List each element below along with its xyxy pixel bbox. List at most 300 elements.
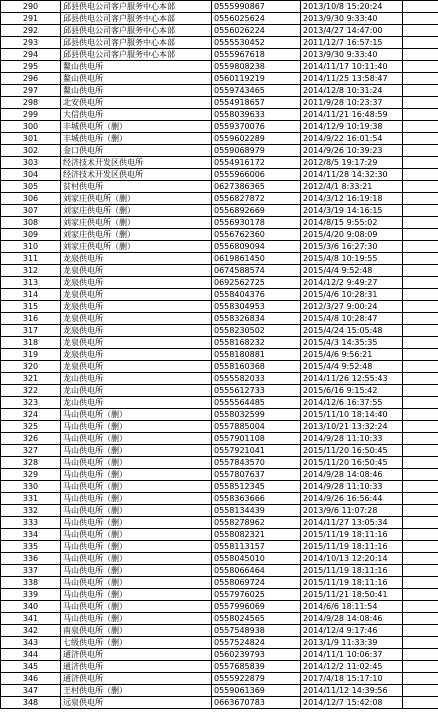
empty-cell	[403, 193, 438, 205]
table-row	[1, 301, 438, 313]
table-row	[1, 637, 438, 649]
account-number-cell: 0558069724	[212, 577, 301, 589]
row-number-cell: 307	[1, 205, 61, 217]
empty-cell	[403, 409, 438, 421]
table-row	[1, 385, 438, 397]
table-row	[1, 1, 438, 13]
empty-cell	[403, 529, 438, 541]
timestamp-cell: 2011/12/7 16:57:15	[301, 37, 403, 49]
table-row	[1, 361, 438, 373]
timestamp-cell: 2014/9/26 10:39:23	[301, 145, 403, 157]
timestamp-cell: 2012/4/1 8:33:21	[301, 181, 403, 193]
timestamp-cell: 2014/9/28 14:08:46	[301, 613, 403, 625]
account-number-cell: 0557524824	[212, 637, 301, 649]
timestamp-cell: 2014/11/26 12:55:43	[301, 373, 403, 385]
row-number-cell: 299	[1, 109, 61, 121]
table-row	[1, 517, 438, 529]
account-number-cell: 0558404376	[212, 289, 301, 301]
empty-cell	[403, 25, 438, 37]
station-name-cell: 龙泉供电所	[61, 349, 212, 361]
row-number-cell: 341	[1, 613, 61, 625]
account-number-cell: 0558160368	[212, 361, 301, 373]
station-name-cell: 马山供电所（删）	[61, 529, 212, 541]
timestamp-cell: 2015/11/19 18:11:16	[301, 541, 403, 553]
table-row	[1, 253, 438, 265]
account-number-cell: 0557548938	[212, 625, 301, 637]
timestamp-cell: 2015/4/24 15:05:48	[301, 325, 403, 337]
table-row	[1, 61, 438, 73]
table-row	[1, 565, 438, 577]
table-row	[1, 673, 438, 685]
empty-cell	[403, 565, 438, 577]
timestamp-cell: 2014/11/25 13:58:47	[301, 73, 403, 85]
table-row	[1, 133, 438, 145]
empty-cell	[403, 61, 438, 73]
timestamp-cell: 2013/10/21 13:32:24	[301, 421, 403, 433]
row-number-cell: 347	[1, 685, 61, 697]
timestamp-cell: 2015/3/6 16:27:30	[301, 241, 403, 253]
station-name-cell: 龙泉供电所	[61, 301, 212, 313]
timestamp-cell: 2012/3/27 9:00:24	[301, 301, 403, 313]
station-name-cell: 马山供电所（删）	[61, 589, 212, 601]
station-name-cell: 远泉供电所	[61, 697, 212, 709]
station-name-cell: 邱县供电公司客户服务中心本部	[61, 1, 212, 13]
station-name-cell: 通济供电所	[61, 649, 212, 661]
empty-cell	[403, 313, 438, 325]
timestamp-cell: 2015/4/6 9:56:21	[301, 349, 403, 361]
station-name-cell: 金口供电所	[61, 145, 212, 157]
row-number-cell: 297	[1, 85, 61, 97]
account-number-cell: 0559068979	[212, 145, 301, 157]
account-number-cell: 0556809094	[212, 241, 301, 253]
empty-cell	[403, 325, 438, 337]
station-name-cell: 马山供电所（删）	[61, 445, 212, 457]
account-number-cell: 0556827872	[212, 193, 301, 205]
row-number-cell: 311	[1, 253, 61, 265]
station-name-cell: 王村供电所（删）	[61, 685, 212, 697]
table-row	[1, 169, 438, 181]
table-row	[1, 373, 438, 385]
empty-cell	[403, 49, 438, 61]
account-number-cell: 0558304953	[212, 301, 301, 313]
timestamp-cell: 2015/4/8 10:28:47	[301, 313, 403, 325]
timestamp-cell: 2014/12/8 10:31:24	[301, 85, 403, 97]
account-number-cell: 0558134439	[212, 505, 301, 517]
row-number-cell: 315	[1, 301, 61, 313]
account-number-cell: 0554916172	[212, 157, 301, 169]
row-number-cell: 344	[1, 649, 61, 661]
station-name-cell: 龙泉供电所	[61, 325, 212, 337]
timestamp-cell: 2015/6/16 9:15:42	[301, 385, 403, 397]
row-number-cell: 290	[1, 1, 61, 13]
empty-cell	[403, 265, 438, 277]
station-name-cell: 龙泉供电所	[61, 361, 212, 373]
table-row	[1, 613, 438, 625]
timestamp-cell: 2015/4/4 9:52:48	[301, 265, 403, 277]
row-number-cell: 342	[1, 625, 61, 637]
table-row	[1, 241, 438, 253]
timestamp-cell: 2014/9/22 16:01:54	[301, 133, 403, 145]
timestamp-cell: 2015/4/3 14:35:35	[301, 337, 403, 349]
table-row	[1, 205, 438, 217]
station-name-cell: 鳌山供电所	[61, 61, 212, 73]
account-number-cell: 0557976025	[212, 589, 301, 601]
account-number-cell: 0558363666	[212, 493, 301, 505]
row-number-cell: 295	[1, 61, 61, 73]
table-row	[1, 121, 438, 133]
row-number-cell: 314	[1, 289, 61, 301]
account-number-cell: 0555922879	[212, 673, 301, 685]
timestamp-cell: 2013/9/30 9:33:40	[301, 49, 403, 61]
table-row	[1, 289, 438, 301]
station-name-cell: 龙泉供电所	[61, 313, 212, 325]
account-number-cell: 0556892669	[212, 205, 301, 217]
account-number-cell: 0558168232	[212, 337, 301, 349]
empty-cell	[403, 1, 438, 13]
station-name-cell: 经济技术开发区供电所	[61, 169, 212, 181]
row-number-cell: 294	[1, 49, 61, 61]
row-number-cell: 308	[1, 217, 61, 229]
empty-cell	[403, 229, 438, 241]
station-name-cell: 龙山供电所	[61, 397, 212, 409]
table-row	[1, 493, 438, 505]
table-row	[1, 349, 438, 361]
account-number-cell: 0555612733	[212, 385, 301, 397]
station-name-cell: 北安供电所	[61, 97, 212, 109]
row-number-cell: 292	[1, 25, 61, 37]
empty-cell	[403, 37, 438, 49]
empty-cell	[403, 337, 438, 349]
table-row	[1, 469, 438, 481]
table-row	[1, 409, 438, 421]
row-number-cell: 291	[1, 13, 61, 25]
table-row	[1, 145, 438, 157]
table-row	[1, 577, 438, 589]
table-row	[1, 541, 438, 553]
account-number-cell: 0557921041	[212, 445, 301, 457]
account-number-cell: 0692562725	[212, 277, 301, 289]
station-name-cell: 马山供电所（删）	[61, 433, 212, 445]
table-row	[1, 589, 438, 601]
timestamp-cell: 2014/9/28 11:10:33	[301, 481, 403, 493]
station-name-cell: 马山供电所（删）	[61, 517, 212, 529]
empty-cell	[403, 85, 438, 97]
row-number-cell: 293	[1, 37, 61, 49]
empty-cell	[403, 613, 438, 625]
station-name-cell: 丰城供电所（删）	[61, 121, 212, 133]
row-number-cell: 305	[1, 181, 61, 193]
station-name-cell: 丰城供电所（删）	[61, 133, 212, 145]
empty-cell	[403, 601, 438, 613]
table-row	[1, 625, 438, 637]
account-number-cell: 0560239793	[212, 649, 301, 661]
timestamp-cell: 2014/12/9 10:19:38	[301, 121, 403, 133]
station-name-cell: 七级供电所（删）	[61, 637, 212, 649]
station-name-cell: 马山供电所（删）	[61, 493, 212, 505]
row-number-cell: 338	[1, 577, 61, 589]
station-name-cell: 龙山供电所	[61, 373, 212, 385]
station-name-cell: 邱县供电公司客户服务中心本部	[61, 13, 212, 25]
table-row	[1, 337, 438, 349]
row-number-cell: 324	[1, 409, 61, 421]
station-name-cell: 马山供电所（删）	[61, 457, 212, 469]
account-number-cell: 0558032599	[212, 409, 301, 421]
empty-cell	[403, 649, 438, 661]
account-number-cell: 0554918657	[212, 97, 301, 109]
empty-cell	[403, 157, 438, 169]
timestamp-cell: 2015/11/21 18:50:41	[301, 589, 403, 601]
empty-cell	[403, 241, 438, 253]
account-number-cell: 0558326834	[212, 313, 301, 325]
empty-cell	[403, 301, 438, 313]
table-row	[1, 685, 438, 697]
account-number-cell: 0557843570	[212, 457, 301, 469]
table-row	[1, 217, 438, 229]
empty-cell	[403, 13, 438, 25]
row-number-cell: 321	[1, 373, 61, 385]
table-row	[1, 421, 438, 433]
row-number-cell: 298	[1, 97, 61, 109]
empty-cell	[403, 421, 438, 433]
station-name-cell: 邱县供电公司客户服务中心本部	[61, 25, 212, 37]
account-number-cell: 0674588574	[212, 265, 301, 277]
timestamp-cell: 2015/11/20 16:50:45	[301, 445, 403, 457]
empty-cell	[403, 661, 438, 673]
station-name-cell: 贫村供电所	[61, 181, 212, 193]
row-number-cell: 317	[1, 325, 61, 337]
timestamp-cell: 2017/4/18 15:17:10	[301, 673, 403, 685]
row-number-cell: 300	[1, 121, 61, 133]
table-row	[1, 505, 438, 517]
account-number-cell: 0559061369	[212, 685, 301, 697]
empty-cell	[403, 397, 438, 409]
empty-cell	[403, 277, 438, 289]
timestamp-cell: 2014/11/28 14:32:30	[301, 169, 403, 181]
row-number-cell: 337	[1, 565, 61, 577]
empty-cell	[403, 505, 438, 517]
account-number-cell: 0558180881	[212, 349, 301, 361]
empty-cell	[403, 685, 438, 697]
empty-cell	[403, 217, 438, 229]
station-name-cell: 南泉供电所（删）	[61, 625, 212, 637]
timestamp-cell: 2014/8/15 9:55:02	[301, 217, 403, 229]
timestamp-cell: 2014/12/6 16:37:55	[301, 397, 403, 409]
row-number-cell: 320	[1, 361, 61, 373]
station-name-cell: 经济技术开发区供电所	[61, 157, 212, 169]
timestamp-cell: 2015/11/19 18:11:16	[301, 529, 403, 541]
timestamp-cell: 2015/4/8 10:19:55	[301, 253, 403, 265]
station-name-cell: 马山供电所（删）	[61, 505, 212, 517]
row-number-cell: 312	[1, 265, 61, 277]
row-number-cell: 319	[1, 349, 61, 361]
account-number-cell: 0558045010	[212, 553, 301, 565]
row-number-cell: 303	[1, 157, 61, 169]
timestamp-cell: 2015/4/4 9:52:48	[301, 361, 403, 373]
timestamp-cell: 2014/3/12 16:19:18	[301, 193, 403, 205]
table-row	[1, 193, 438, 205]
timestamp-cell: 2014/12/2 11:02:45	[301, 661, 403, 673]
row-number-cell: 304	[1, 169, 61, 181]
account-number-cell: 0555966006	[212, 169, 301, 181]
timestamp-cell: 2014/10/13 12:20:14	[301, 553, 403, 565]
row-number-cell: 343	[1, 637, 61, 649]
timestamp-cell: 2014/12/2 9:49:27	[301, 277, 403, 289]
station-name-cell: 刘家庄供电所（删）	[61, 241, 212, 253]
row-number-cell: 313	[1, 277, 61, 289]
empty-cell	[403, 253, 438, 265]
timestamp-cell: 2014/11/12 14:39:56	[301, 685, 403, 697]
row-number-cell: 334	[1, 529, 61, 541]
account-number-cell: 0559602289	[212, 133, 301, 145]
table-row	[1, 109, 438, 121]
table-row	[1, 553, 438, 565]
empty-cell	[403, 73, 438, 85]
table-row	[1, 157, 438, 169]
spreadsheet-body	[1, 1, 438, 709]
timestamp-cell: 2015/4/6 10:28:31	[301, 289, 403, 301]
station-name-cell: 龙泉供电所	[61, 265, 212, 277]
empty-cell	[403, 553, 438, 565]
timestamp-cell: 2015/4/20 9:08:09	[301, 229, 403, 241]
station-name-cell: 马山供电所（删）	[61, 409, 212, 421]
account-number-cell: 0559808238	[212, 61, 301, 73]
row-number-cell: 301	[1, 133, 61, 145]
timestamp-cell: 2013/9/30 9:33:40	[301, 13, 403, 25]
account-number-cell: 0558230502	[212, 325, 301, 337]
station-name-cell: 邱县供电公司客户服务中心本部	[61, 37, 212, 49]
table-row	[1, 37, 438, 49]
row-number-cell: 322	[1, 385, 61, 397]
empty-cell	[403, 469, 438, 481]
timestamp-cell: 2012/8/5 19:17:29	[301, 157, 403, 169]
station-name-cell: 马山供电所（删）	[61, 421, 212, 433]
table-row	[1, 325, 438, 337]
empty-cell	[403, 517, 438, 529]
empty-cell	[403, 637, 438, 649]
table-row	[1, 649, 438, 661]
timestamp-cell: 2014/11/1 10:06:37	[301, 649, 403, 661]
empty-cell	[403, 541, 438, 553]
table-row	[1, 229, 438, 241]
station-name-cell: 通济供电所	[61, 661, 212, 673]
empty-cell	[403, 361, 438, 373]
empty-cell	[403, 457, 438, 469]
table-row	[1, 265, 438, 277]
station-name-cell: 马山供电所（删）	[61, 541, 212, 553]
station-name-cell: 龙泉供电所	[61, 253, 212, 265]
row-number-cell: 348	[1, 697, 61, 709]
empty-cell	[403, 109, 438, 121]
table-row	[1, 445, 438, 457]
account-number-cell: 0556025624	[212, 13, 301, 25]
timestamp-cell: 2014/11/27 13:05:34	[301, 517, 403, 529]
timestamp-cell: 2014/12/4 9:17:46	[301, 625, 403, 637]
station-name-cell: 大信供电所	[61, 109, 212, 121]
account-number-cell: 0558082321	[212, 529, 301, 541]
empty-cell	[403, 181, 438, 193]
table-row	[1, 529, 438, 541]
row-number-cell: 336	[1, 553, 61, 565]
account-number-cell: 0555990867	[212, 1, 301, 13]
account-number-cell: 0558512345	[212, 481, 301, 493]
empty-cell	[403, 145, 438, 157]
station-name-cell: 马山供电所（删）	[61, 565, 212, 577]
account-number-cell: 0557685839	[212, 661, 301, 673]
row-number-cell: 340	[1, 601, 61, 613]
account-number-cell: 0558039633	[212, 109, 301, 121]
empty-cell	[403, 289, 438, 301]
timestamp-cell: 2014/3/19 14:16:15	[301, 205, 403, 217]
station-name-cell: 马山供电所（删）	[61, 553, 212, 565]
empty-cell	[403, 481, 438, 493]
station-name-cell: 刘家庄供电所（删）	[61, 217, 212, 229]
timestamp-cell: 2015/11/10 18:14:40	[301, 409, 403, 421]
row-number-cell: 345	[1, 661, 61, 673]
station-name-cell: 马山供电所（删）	[61, 481, 212, 493]
timestamp-cell: 2014/11/21 16:48:59	[301, 109, 403, 121]
station-name-cell: 邱县供电公司客户服务中心本部	[61, 49, 212, 61]
station-name-cell: 马山供电所（删）	[61, 469, 212, 481]
empty-cell	[403, 205, 438, 217]
account-number-cell: 0556930178	[212, 217, 301, 229]
station-name-cell: 马山供电所（删）	[61, 613, 212, 625]
account-number-cell: 0556762360	[212, 229, 301, 241]
timestamp-cell: 2014/11/17 10:11:40	[301, 61, 403, 73]
empty-cell	[403, 697, 438, 709]
row-number-cell: 310	[1, 241, 61, 253]
timestamp-cell: 2015/11/19 18:11:16	[301, 565, 403, 577]
empty-cell	[403, 133, 438, 145]
table-row	[1, 25, 438, 37]
row-number-cell: 316	[1, 313, 61, 325]
account-number-cell: 0555564485	[212, 397, 301, 409]
row-number-cell: 329	[1, 469, 61, 481]
account-number-cell: 0559370076	[212, 121, 301, 133]
account-number-cell: 0558066464	[212, 565, 301, 577]
table-row	[1, 49, 438, 61]
row-number-cell: 318	[1, 337, 61, 349]
table-row	[1, 457, 438, 469]
timestamp-cell: 2014/9/28 14:08:46	[301, 469, 403, 481]
empty-cell	[403, 445, 438, 457]
table-row	[1, 661, 438, 673]
timestamp-cell: 2015/11/19 18:11:16	[301, 577, 403, 589]
station-name-cell: 鳌山供电所	[61, 73, 212, 85]
station-name-cell: 刘家庄供电所（删）	[61, 193, 212, 205]
row-number-cell: 332	[1, 505, 61, 517]
account-number-cell: 0663670783	[212, 697, 301, 709]
station-name-cell: 龙山供电所	[61, 385, 212, 397]
row-number-cell: 323	[1, 397, 61, 409]
station-name-cell: 龙泉供电所	[61, 337, 212, 349]
account-number-cell: 0556026224	[212, 25, 301, 37]
empty-cell	[403, 589, 438, 601]
table-row	[1, 397, 438, 409]
station-name-cell: 龙泉供电所	[61, 277, 212, 289]
timestamp-cell: 2014/12/7 15:42:08	[301, 697, 403, 709]
timestamp-cell: 2015/11/20 16:50:45	[301, 457, 403, 469]
timestamp-cell: 2013/1/9 11:33:39	[301, 637, 403, 649]
timestamp-cell: 2014/9/26 16:56:44	[301, 493, 403, 505]
empty-cell	[403, 493, 438, 505]
row-number-cell: 296	[1, 73, 61, 85]
empty-cell	[403, 97, 438, 109]
account-number-cell: 0555967618	[212, 49, 301, 61]
table-row	[1, 277, 438, 289]
empty-cell	[403, 121, 438, 133]
table-row	[1, 85, 438, 97]
account-number-cell: 0557807637	[212, 469, 301, 481]
